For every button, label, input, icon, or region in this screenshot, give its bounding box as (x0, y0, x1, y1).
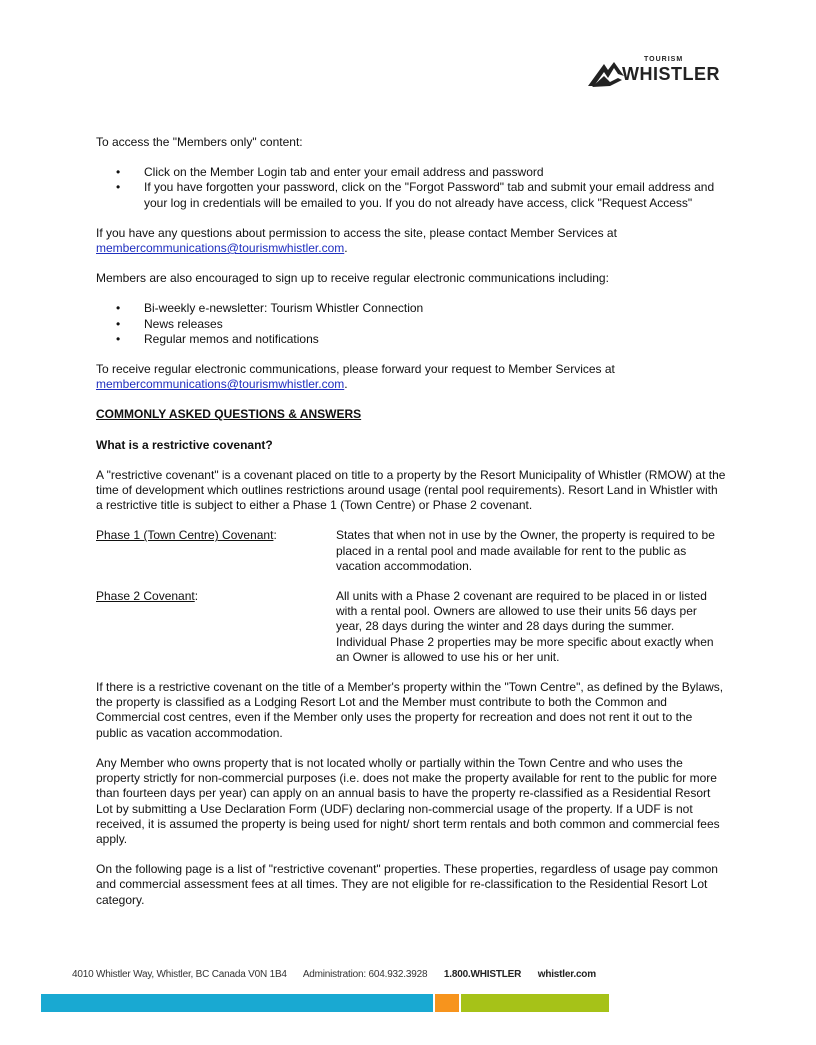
receive-paragraph: To receive regular electronic communications, please forward your request to Member Services at membercommunications@tourismwhistler.com. (96, 362, 615, 392)
member-services-email-link[interactable]: membercommunications@tourismwhistler.com (96, 241, 345, 256)
phase-2-term: Phase 2 Covenant (96, 589, 195, 604)
town-centre-paragraph: If there is a restrictive covenant on the title of a Member's property within the "Town Centre", as defined by the Bylaws, the property is classified as a Lodging Resort Lot and the Member must contribute to both the Common and Commercial cost centres, even if the Member only uses the property for recreation and does not rent it out to the public as vacation accommodation. (96, 680, 724, 740)
list-item: • Bi-weekly e-newsletter: Tourism Whistler Connection (116, 301, 424, 316)
footer-bar-blue (41, 994, 433, 1012)
following-page-paragraph: On the following page is a list of "restrictive covenant" properties. These properties, regardless of usage pay common and commercial assessment fees at all times. They are not eligible for re-classification to the Residential Resort Lot category. (96, 862, 718, 907)
logo-whistler-text: WHISTLER (622, 64, 720, 84)
footer-address: 4010 Whistler Way, Whistler, BC Canada V0N 1B4 (72, 969, 287, 980)
list-item: • Regular memos and notifications (116, 331, 319, 346)
bullet-icon: • (116, 165, 121, 180)
questions-paragraph: If you have any questions about permission to access the site, please contact Member Services at membercommunications@tourismwhistler.com. (96, 225, 617, 256)
faq-answer: A "restrictive covenant" is a covenant placed on title to a property by the Resort Municipality of Whistler (RMOW) at the time of development which outlines restrictions around usage (rental pool requirements). Resort Land in Whistler with a restrictive title is subject to either a Phase 1 (Town Centre) or Phase 2 covenant. (96, 467, 726, 513)
phase-1-description: States that when not in use by the Owner, the property is required to be placed in a rental pool and made available for rent to the public as vacation accommodation. (336, 528, 715, 573)
signup-paragraph: Members are also encouraged to sign up to receive regular electronic communications including: (96, 271, 609, 286)
member-services-email-link-2[interactable]: membercommunications@tourismwhistler.com (96, 377, 345, 392)
tourism-whistler-logo (588, 56, 770, 90)
bullet-icon: • (116, 301, 121, 316)
footer-website: whistler.com (537, 969, 596, 980)
footer-bar-orange (435, 994, 459, 1012)
list-item: • News releases (116, 316, 223, 331)
phase-2-description: All units with a Phase 2 covenant are required to be placed in or listed with a rental pool. Owners are allowed to use their units 56 days per year, 28 days during the winter and 28 days during the summer. Individual Phase 2 properties may be more specific about exactly when an Owner is allowed to use his or her unit. (336, 589, 714, 664)
footer-admin-phone: Administration: 604.932.3928 (302, 969, 428, 980)
access-steps-list (96, 165, 726, 211)
phase-1-definition: Phase 1 (Town Centre) Covenant: States that when not in use by the Owner, the property is required to be placed in a rental pool and made available for rent to the public as vacation accommodation. (96, 528, 726, 574)
bullet-icon: • (116, 180, 121, 195)
intro-text: To access the "Members only" content: (96, 135, 303, 149)
document-body (96, 135, 726, 923)
bullet-icon: • (116, 331, 121, 346)
phase-2-definition: Phase 2 Covenant: All units with a Phase 2 covenant are required to be placed in or listed with a rental pool. Owners are allowed to use their units 56 days per year, 28 days during the winter and 28 days during the summer. Individual Phase 2 properties may be more specific about exactly when an Owner is allowed to use his or her unit. (96, 589, 726, 665)
logo-tourism-text: TOURISM (644, 56, 684, 63)
bullet-icon: • (116, 316, 121, 331)
footer-bar-green (461, 994, 609, 1012)
footer-contact (72, 969, 596, 981)
faq-heading: COMMONLY ASKED QUESTIONS & ANSWERS (96, 407, 362, 422)
non-commercial-paragraph: Any Member who owns property that is not located wholly or partially within the Town Centre and who uses the property strictly for non-commercial purposes (i.e. does not make the property available for rent to the public for more than fourteen days per year) can apply on an annual basis to have the property re-classified as a Residential Resort Lot by submitting a Use Declaration Form (UDF) declaring non-commercial usage of the property. If a UDF is not received, it is assumed the property is being used for night/ short term rentals and both common and commercial fees apply. (96, 755, 720, 846)
communications-list (96, 301, 726, 347)
list-item: • If you have forgotten your password, click on the "Forgot Password" tab and submit your email address and your log in credentials will be emailed to you. If you do not already have access, click "Request Access" (116, 180, 715, 210)
phase-1-term: Phase 1 (Town Centre) Covenant (96, 528, 274, 543)
faq-question: What is a restrictive covenant? (96, 437, 273, 452)
list-item: • Click on the Member Login tab and enter your email address and password (116, 165, 544, 180)
footer-tollfree: 1.800.WHISTLER (443, 969, 522, 980)
mountain-swoosh-icon (588, 60, 624, 88)
